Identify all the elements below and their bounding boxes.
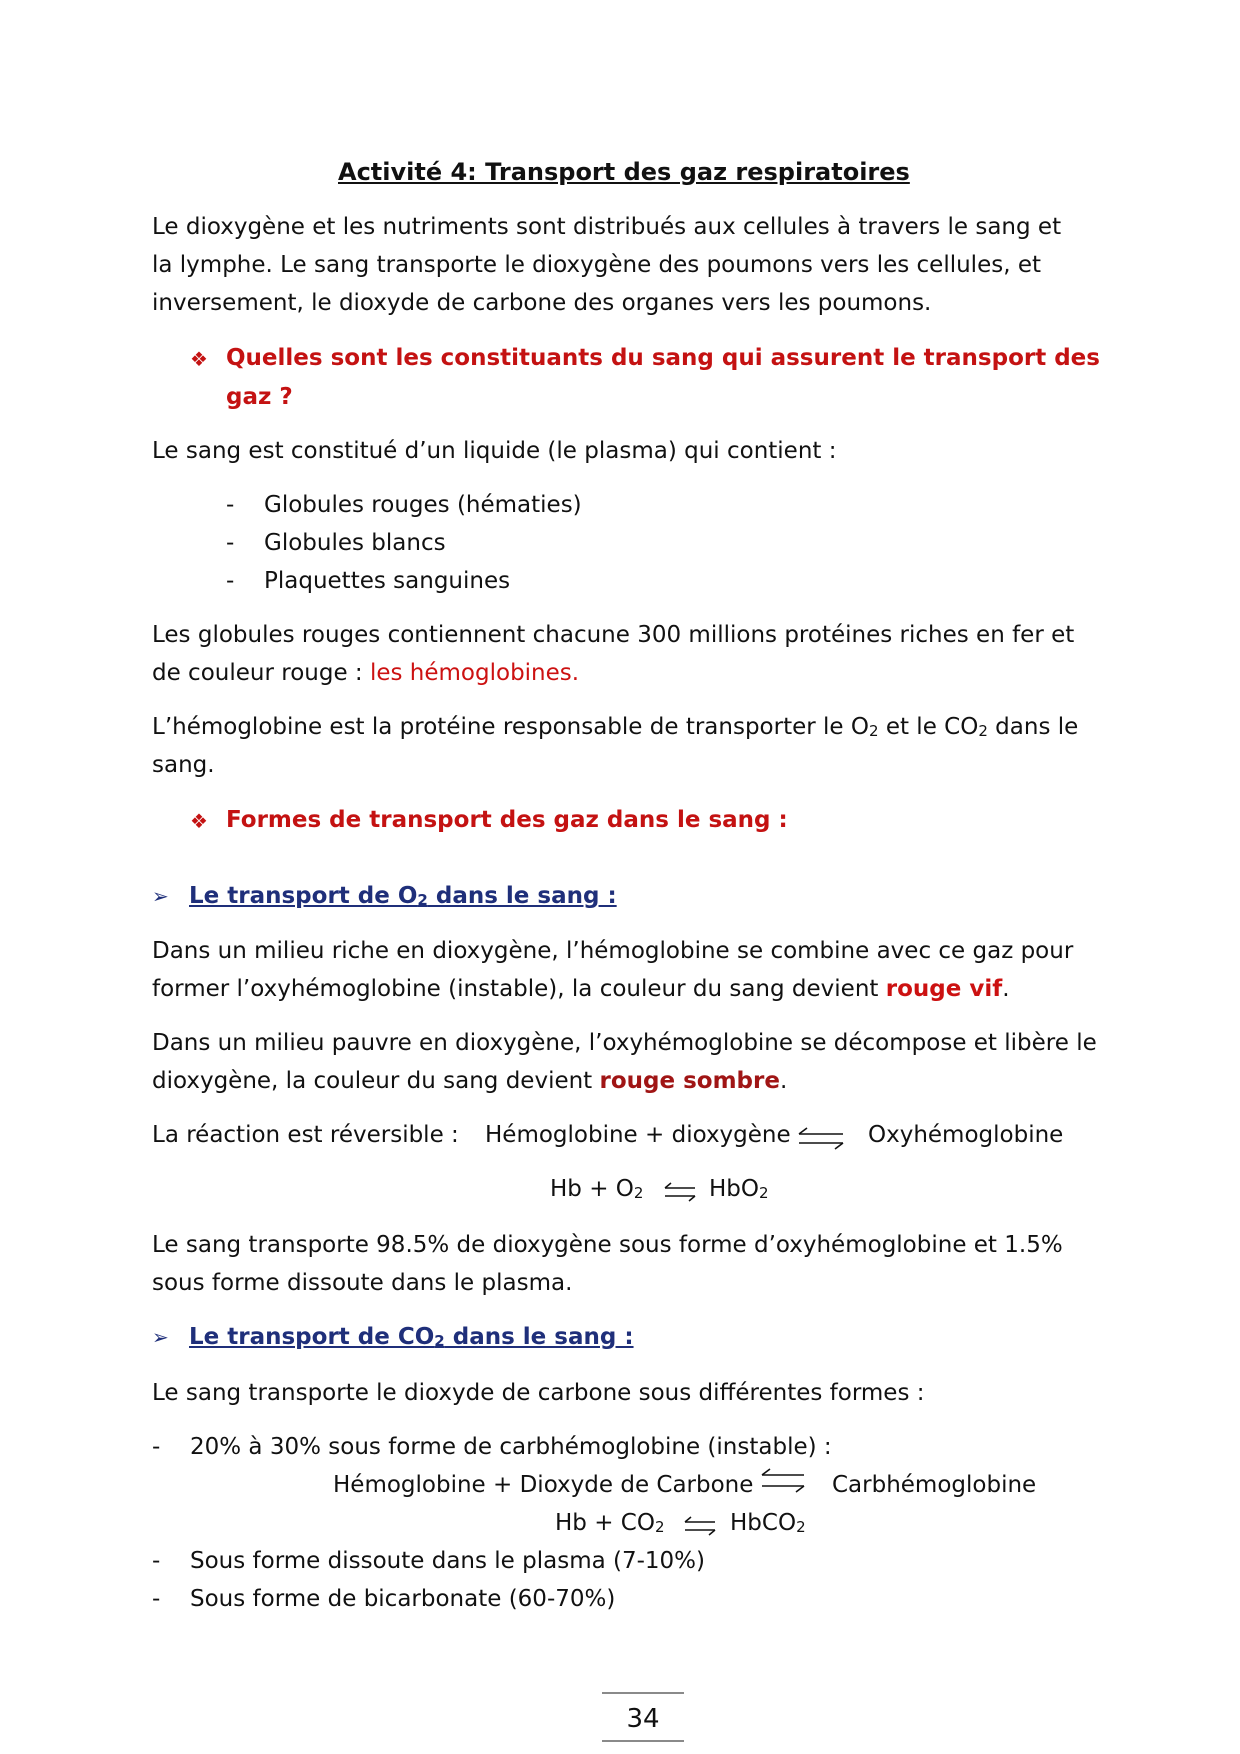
co2-eq-right: Carbhémoglobine	[832, 1472, 1037, 1498]
list-dash: -	[226, 530, 235, 556]
intro-line-2: la lymphe. Le sang transporte le dioxygène des poumons vers les cellules, et	[152, 252, 1041, 278]
globules-line-1: Les globules rouges contiennent chacune 300 millions protéines riches en fer et	[152, 622, 1075, 648]
hemo-line-1: L’hémoglobine est la protéine responsable de transporter le $O_2$ et le $CO_2$ dans le	[152, 714, 1079, 740]
formula-co2-right: HbCO$_2$	[730, 1510, 806, 1536]
reaction-left: Hémoglobine + dioxygène	[485, 1122, 791, 1148]
arrow-bullet-icon: ➢	[152, 1325, 169, 1349]
globules-line-2-text: de couleur rouge :	[152, 660, 370, 686]
list-dash: -	[152, 1548, 161, 1574]
list-dash: -	[226, 492, 235, 518]
list-dash: -	[152, 1586, 161, 1612]
list-dash: -	[152, 1434, 161, 1460]
page-number-top-rule	[602, 1692, 684, 1694]
co2-form-2: Sous forme dissoute dans le plasma (7-10%)	[190, 1548, 706, 1574]
list-item: Globules blancs	[264, 530, 446, 556]
co2-eq-left: Hémoglobine + Dioxyde de Carbone	[333, 1472, 754, 1498]
equilibrium-arrow-icon	[683, 1516, 717, 1536]
question-1-line-1: Quelles sont les constituants du sang qui assurent le transport des	[226, 345, 1100, 371]
co2-transport-heading: Le transport de $CO_2$ dans le sang :	[189, 1324, 634, 1350]
rouge-vif-term: rouge vif	[885, 976, 1003, 1002]
page-title: Activité 4: Transport des gaz respiratoires	[338, 158, 910, 186]
diamond-bullet-icon: ❖	[190, 809, 208, 833]
o2-summary-line-1: Le sang transporte 98.5% de dioxygène sous forme d’oxyhémoglobine et 1.5%	[152, 1232, 1063, 1258]
list-item: Globules rouges (hématies)	[264, 492, 582, 518]
equilibrium-arrow-icon	[663, 1182, 697, 1202]
o2-transport-heading: Le transport de $O_2$ dans le sang :	[189, 883, 617, 909]
reaction-right: Oxyhémoglobine	[868, 1122, 1064, 1148]
co2-form-1: 20% à 30% sous forme de carbhémoglobine (instable) :	[190, 1434, 832, 1460]
blood-intro: Le sang est constitué d’un liquide (le plasma) qui contient :	[152, 438, 837, 464]
o2-p2-line-2: dioxygène, la couleur du sang devient rouge sombre.	[152, 1068, 788, 1094]
diamond-bullet-icon: ❖	[190, 347, 208, 371]
formula-o2-left: $Hb + O_2$	[550, 1176, 644, 1202]
o2-summary-line-2: sous forme dissoute dans le plasma.	[152, 1270, 573, 1296]
list-item: Plaquettes sanguines	[264, 568, 511, 594]
question-2: Formes de transport des gaz dans le sang :	[226, 807, 788, 833]
intro-line-3: inversement, le dioxyde de carbone des organes vers les poumons.	[152, 290, 932, 316]
equilibrium-arrow-icon	[760, 1466, 806, 1496]
equilibrium-arrow-icon	[797, 1126, 845, 1150]
o2-p1-line-1: Dans un milieu riche en dioxygène, l’hémoglobine se combine avec ce gaz pour	[152, 938, 1074, 964]
list-dash: -	[226, 568, 235, 594]
rouge-sombre-term: rouge sombre	[599, 1068, 780, 1094]
co2-form-3: Sous forme de bicarbonate (60-70%)	[190, 1586, 616, 1612]
reaction-label: La réaction est réversible :	[152, 1122, 459, 1148]
hemoglobines-term: les hémoglobines.	[369, 660, 580, 686]
formula-co2-left: $Hb + CO_2$	[555, 1510, 665, 1536]
globules-line-2	[152, 662, 579, 685]
page-number-bottom-rule	[602, 1740, 684, 1742]
o2-p1-line-2: former l’oxyhémoglobine (instable), la couleur du sang devient rouge vif.	[152, 976, 1010, 1002]
page-number: 34	[626, 1704, 660, 1734]
intro-line-1: Le dioxygène et les nutriments sont distribués aux cellules à travers le sang et	[152, 214, 1062, 240]
formula-o2-right: HbO$_2$	[709, 1176, 769, 1202]
co2-intro: Le sang transporte le dioxyde de carbone sous différentes formes :	[152, 1380, 925, 1406]
arrow-bullet-icon: ➢	[152, 884, 169, 908]
hemo-line-2: sang.	[152, 752, 215, 778]
question-1-line-2: gaz ?	[226, 384, 293, 410]
o2-p2-line-1: Dans un milieu pauvre en dioxygène, l’oxyhémoglobine se décompose et libère le	[152, 1030, 1097, 1056]
